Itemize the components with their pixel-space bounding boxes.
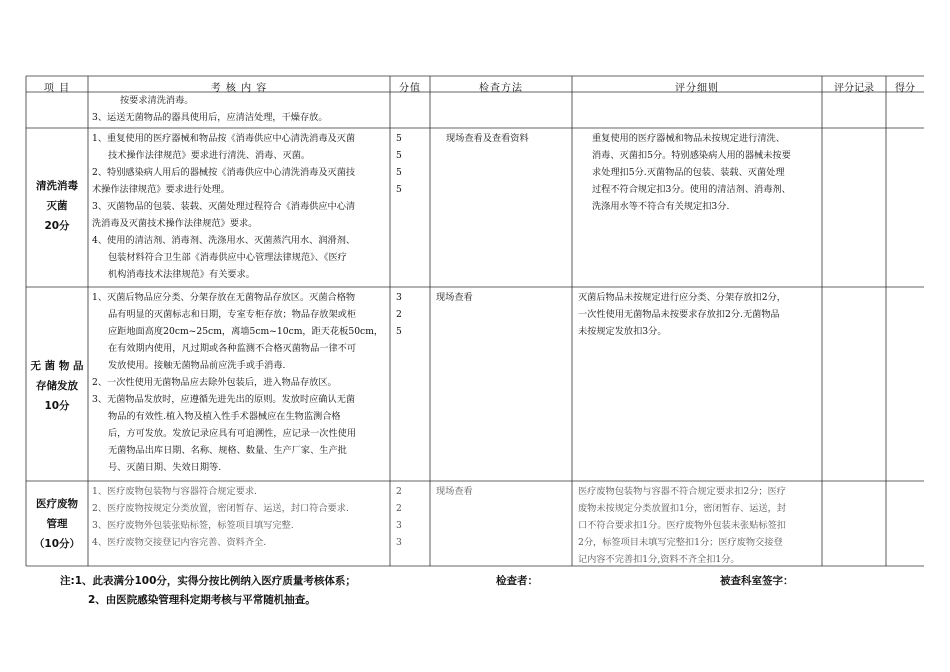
footer-signature: 被查科室签字：	[720, 575, 794, 587]
row2-content-line: 2、一次性使用无菌物品应去除外包装后，进入物品存放区。	[92, 377, 337, 388]
row3-rules-line: 记内容不完善扣1分,资料不齐全扣1分。	[578, 554, 740, 565]
header-score: 分值	[399, 83, 421, 94]
row2-content-line: 3、无菌物品发放时，应遵循先进先出的原则。发放时应确认无菌	[92, 394, 356, 405]
row1-content-line: 1、重复使用的医疗器械和物品按《消毒供应中心清洗消毒及灭菌	[92, 133, 356, 144]
header-points: 得分	[895, 83, 915, 94]
row2-content-line: 后，方可发放。发放记录应具有可追溯性，应记录一次性使用	[108, 428, 357, 439]
row2-rules-line: 一次性使用无菌物品未按要求存放扣2分.无菌物品	[578, 309, 780, 320]
category-line: 医疗废物	[36, 498, 78, 510]
row1-content-line: 洗消毒及灭菌技术操作法律规范》要求。	[92, 218, 258, 229]
row1-content-line: 4、使用的清洁剂、消毒剂、洗涤用水、灭菌蒸汽用水、润滑剂、	[92, 235, 356, 246]
row1-rules-line: 洗涤用水等不符合有关规定扣3分.	[592, 201, 730, 212]
row1-content-line: 2、特别感染病人用后的器械按《消毒供应中心清洗消毒及灭菌技	[92, 167, 356, 178]
row2-category	[26, 356, 88, 416]
row2-content-line: 在有效期内使用，凡过期或各种监测不合格灭菌物品一律不可	[108, 343, 357, 354]
category-line: 无 菌 物 品	[30, 360, 84, 372]
header-content: 考 核 内 容	[210, 83, 268, 94]
row3-method: 现场查看	[436, 486, 473, 497]
row1-content-line: 机构消毒技术法律规范》有关要求。	[108, 269, 255, 280]
row2-content-line: 应距地面高度20cm~25cm，离墙5cm~10cm，距天花板50cm，	[108, 326, 384, 337]
row1-rules-line: 求处理扣5分.灭菌物品的包装、装载、灭菌处理	[592, 167, 785, 178]
header-item: 项 目	[43, 83, 71, 94]
row2-content-line: 号、灭菌日期、失效日期等.	[108, 462, 222, 473]
row3-content-line: 2、医疗废物按规定分类放置，密闭暂存、运送，封口符合要求.	[92, 503, 349, 514]
category-line: 清洗消毒	[36, 180, 78, 192]
row3-content-line: 1、医疗废物包装物与容器符合规定要求.	[92, 486, 257, 497]
category-line: 存储发放	[36, 380, 78, 392]
row2-content-line: 发放使用。接触无菌物品前应洗手或手消毒.	[108, 360, 286, 371]
row2-content-line: 无菌物品出库日期、名称、规格、数量、生产厂家、生产批	[108, 445, 347, 456]
row2-score: 2	[396, 309, 402, 320]
row2-rules-line: 灭菌后物品未按规定进行应分类、分架存放扣2分，	[578, 292, 786, 303]
row2-content-line: 品有明显的灭菌标志和日期，专室专柜存放；物品存放架或柜	[108, 309, 357, 320]
row2-rules-line: 未按规定发放扣3分。	[578, 326, 667, 337]
row1-rules-line: 消毒、灭菌扣5分。特别感染病人用的器械未按要	[592, 150, 791, 161]
header-method: 检查方法	[479, 83, 523, 94]
category-line: 管理	[46, 518, 68, 530]
row1-rules-line: 过程不符合规定扣3分。使用的清洁剂、消毒剂、	[592, 184, 791, 195]
row3-score: 3	[396, 520, 402, 531]
row1-category	[26, 176, 88, 236]
footer-note-1: 注:1、此表满分100分，实得分按比例纳入医疗质量考核体系；	[60, 575, 356, 587]
header-record: 评分记录	[834, 83, 874, 94]
row2-content-line: 物品的有效性.植入物及植入性手术器械应在生物监测合格	[108, 411, 341, 422]
category-line: 10分	[44, 400, 70, 412]
row1-score: 5	[396, 184, 402, 195]
row2-content-line: 1、灭菌后物品应分类、分架存放在无菌物品存放区。灭菌合格物	[92, 292, 356, 303]
header-rules: 评分细则	[675, 83, 719, 94]
row1-content-line: 技术操作法律规范》要求进行清洗、消毒、灭菌。	[108, 150, 311, 161]
row3-rules-line: 医疗废物包装物与容器不符合规定要求扣2分；医疗	[578, 486, 786, 497]
row1-rules-line: 重复使用的医疗器械和物品未按规定进行清洗、	[592, 133, 785, 144]
category-line: 20分	[44, 220, 70, 232]
category-line: 灭菌	[46, 200, 68, 212]
row3-rules-line: 2分，标签项目未填写完整扣1分；医疗废物交接登	[578, 537, 783, 548]
row2-score: 3	[396, 292, 402, 303]
row3-score: 2	[396, 486, 402, 497]
row3-score: 2	[396, 503, 402, 514]
row3-rules-line: 口不符合要求扣1分。医疗废物外包装未张贴标签扣	[578, 520, 786, 531]
row1-method: 现场查看及查看资料	[446, 133, 529, 144]
row3-rules-line: 废物未按规定分类放置扣1分，密闭暂存、运送，封	[578, 503, 786, 514]
row0-content-line: 按要求清洗消毒。	[120, 95, 194, 106]
category-line: （10分）	[33, 538, 81, 550]
row0-content-line: 3、运送无菌物品的器具使用后，应清洁处理，干燥存放。	[92, 112, 328, 123]
row3-category	[26, 494, 88, 554]
row1-content-line: 术操作法律规范》要求进行处理。	[92, 184, 230, 195]
footer-checker: 检查者：	[496, 575, 538, 587]
row1-score: 5	[396, 133, 402, 144]
row1-content-line: 3、灭菌物品的包装、装载、灭菌处理过程符合《消毒供应中心清	[92, 201, 356, 212]
row1-score: 5	[396, 167, 402, 178]
row1-score: 5	[396, 150, 402, 161]
row3-content-line: 4、医疗废物交接登记内容完善、资料齐全.	[92, 537, 267, 548]
row1-content-line: 包装材料符合卫生部《消毒供应中心管理法律规范》、《医疗	[108, 252, 347, 263]
row3-content-line: 3、医疗废物外包装张贴标签，标签项目填写完整.	[92, 520, 294, 531]
row2-score: 5	[396, 326, 402, 337]
row3-score: 3	[396, 537, 402, 548]
row2-method: 现场查看	[436, 292, 473, 303]
footer-note-2: 2、由医院感染管理科定期考核与平常随机抽查。	[88, 594, 316, 606]
